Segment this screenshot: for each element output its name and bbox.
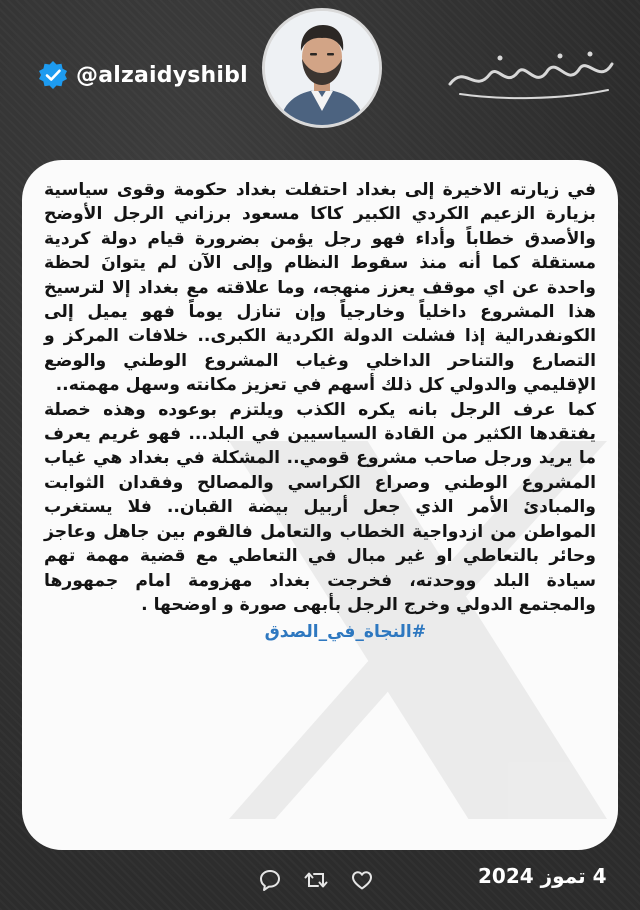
post-date: 4 تموز 2024 — [478, 864, 607, 888]
heart-icon[interactable] — [348, 866, 376, 894]
post-card — [22, 160, 618, 850]
person-portrait-icon — [265, 11, 379, 125]
profile-avatar[interactable] — [262, 8, 382, 128]
signature-calligraphy-icon — [440, 44, 620, 104]
post-paragraph-1: في زيارته الاخيرة إلى بغداد احتفلت بغداد حكومة وقوى سياسية بزيارة الزعيم الكردي الكبير كاكا مسعود برزاني الرجل الأوضح والأصدق خطاباً وأداء فهو رجل يؤمن بضرورة قيام دولة كردية مستقلة كما أنه منذ سقوط النظام وإلى الآن لم يتوانَ لحظة واحدة عن اي موقف يعزز منهجه، وما علاقته مع بغداد إلا لترسيخ هذا المشروع داخلياً وخارجياً وإن تنازل يوماً فهو يميل إلى الكونفدرالية إذا فشلت الدولة الكردية الكبرى.. خلافات المركز و التصارع والتناحر الداخلي وغياب المشروع الوطني والوضع الإقليمي والدولي كل ذلك أسهم في تعزيز مكانته وسهل مهمته.. — [44, 180, 596, 396]
account-handle[interactable] — [38, 60, 248, 90]
reply-icon[interactable] — [256, 866, 284, 894]
calligraphy-signature — [440, 44, 620, 104]
hashtag-link[interactable]: #النجاة_في_الصدق — [264, 622, 426, 643]
post-actions — [256, 866, 376, 894]
post-paragraph-2: كما عرف الرجل بانه يكره الكذب ويلتزم بوعوده وهذه خصلة يفتقدها الكثير من القادة السياسيين في البلد... فهو غريم يعرف ما يريد ورجل صاحب مشروع قومي.. المشكلة في بغداد هي غياب المشروع الوطني وصراع الكراسي والمصالح وفقدان الثوابت والمبادئ الأمر الذي جعل أربيل بيضة القبان.. فلا يستغرب المواطن من ازدواجية الخطاب والتعامل فالقوم بين جاهل وعاجز وحائر بالتعاطي او غير مبال في التعاطي مع قضية مهمة تهم سيادة البلد ووحدته، فخرجت بغداد مهزومة امام جمهورها والمجتمع الدولي وخرج الرجل بأبهى صورة و اوضحها . — [44, 399, 596, 615]
verified-badge-icon — [38, 60, 68, 90]
retweet-icon[interactable] — [302, 866, 330, 894]
handle-text: @alzaidyshibl — [76, 62, 248, 88]
